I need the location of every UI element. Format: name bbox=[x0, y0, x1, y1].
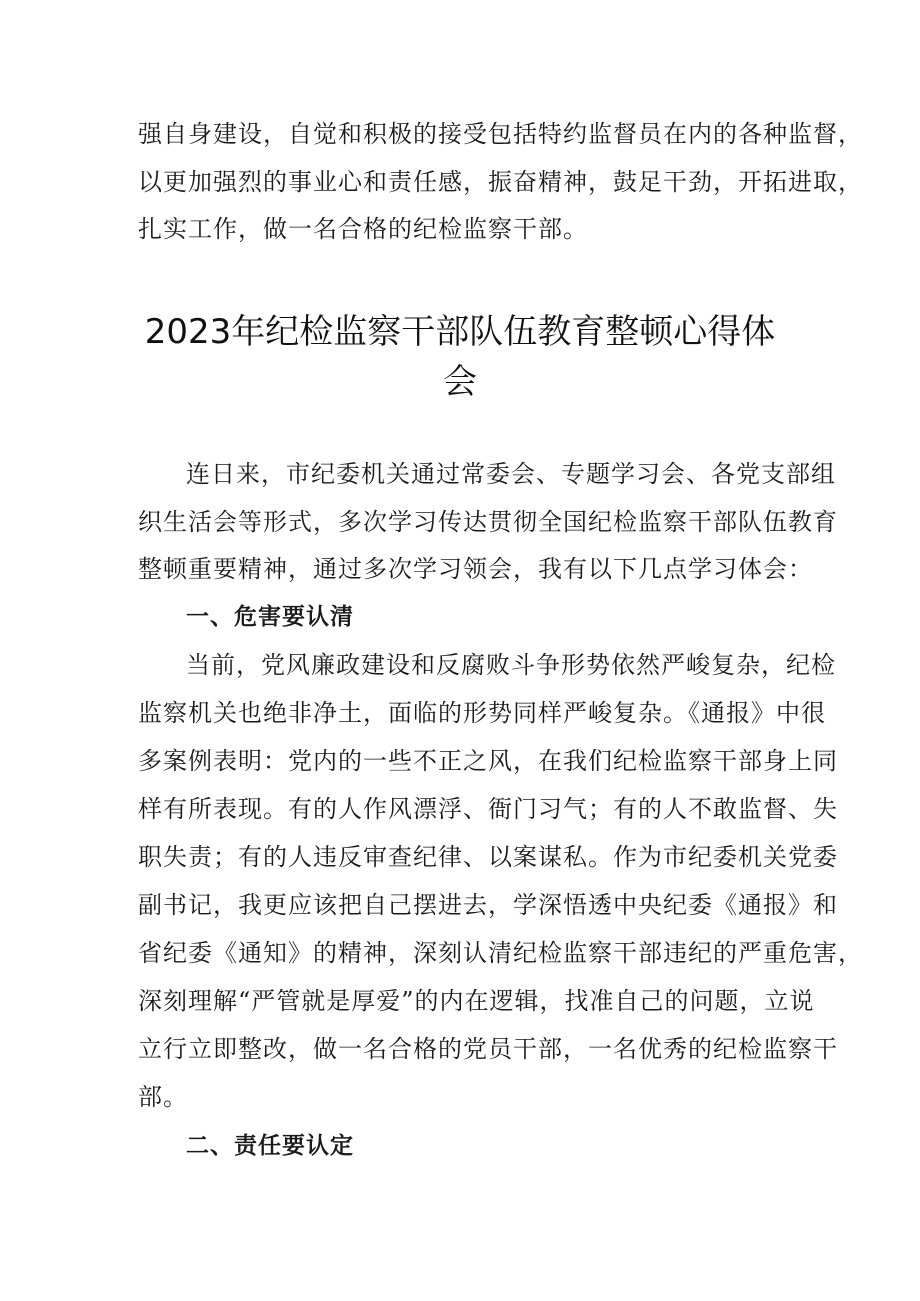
section2-heading: 二、责任要认定 bbox=[186, 1133, 354, 1159]
section1-line-6: 副书记，我更应该把自己摆进去，学深悟透中央纪委《通报》和 bbox=[138, 891, 838, 919]
section1-line-2: 监察机关也绝非净土，面临的形势同样严峻复杂。《通报》中很 bbox=[138, 699, 826, 727]
section1-line-10: 部。 bbox=[138, 1083, 188, 1111]
paragraph1-line-1: 连日来，市纪委机关通过常委会、专题学习会、各党支部组 bbox=[186, 460, 836, 488]
section1-heading: 一、危害要认清 bbox=[186, 604, 354, 630]
intro-line-1: 强自身建设，自觉和积极的接受包括特约监督员在内的各种监督， bbox=[138, 120, 863, 148]
intro-line-3: 扎实工作，做一名合格的纪检监察干部。 bbox=[138, 215, 588, 243]
paragraph1-line-2: 织生活会等形式，多次学习传达贯彻全国纪检监察干部队伍教育 bbox=[138, 508, 838, 536]
section1-line-9: 立行立即整改，做一名合格的党员干部，一名优秀的纪检监察干 bbox=[138, 1035, 838, 1063]
section1-line-1: 当前，党风廉政建设和反腐败斗争形势依然严峻复杂，纪检 bbox=[186, 651, 836, 679]
document-title-line-1: 2023年纪检监察干部队伍教育整顿心得体 bbox=[144, 312, 776, 352]
section1-line-4: 样有所表现。有的人作风漂浮、衙门习气；有的人不敢监督、失 bbox=[138, 795, 838, 823]
intro-line-2: 以更加强烈的事业心和责任感，振奋精神，鼓足干劲，开拓进取， bbox=[138, 168, 863, 196]
section1-line-3: 多案例表明：党内的一些不正之风，在我们纪检监察干部身上同 bbox=[138, 747, 838, 775]
section1-line-8: 深刻理解“严管就是厚爱”的内在逻辑，找准自己的问题，立说 bbox=[138, 987, 815, 1015]
section1-line-5: 职失责；有的人违反审查纪律、以案谋私。作为市纪委机关党委 bbox=[138, 843, 838, 871]
document-title-line-2: 会 bbox=[443, 362, 477, 402]
section1-line-7: 省纪委《通知》的精神，深刻认清纪检监察干部违纪的严重危害， bbox=[138, 939, 863, 967]
paragraph1-line-3: 整顿重要精神，通过多次学习领会，我有以下几点学习体会： bbox=[138, 555, 813, 583]
